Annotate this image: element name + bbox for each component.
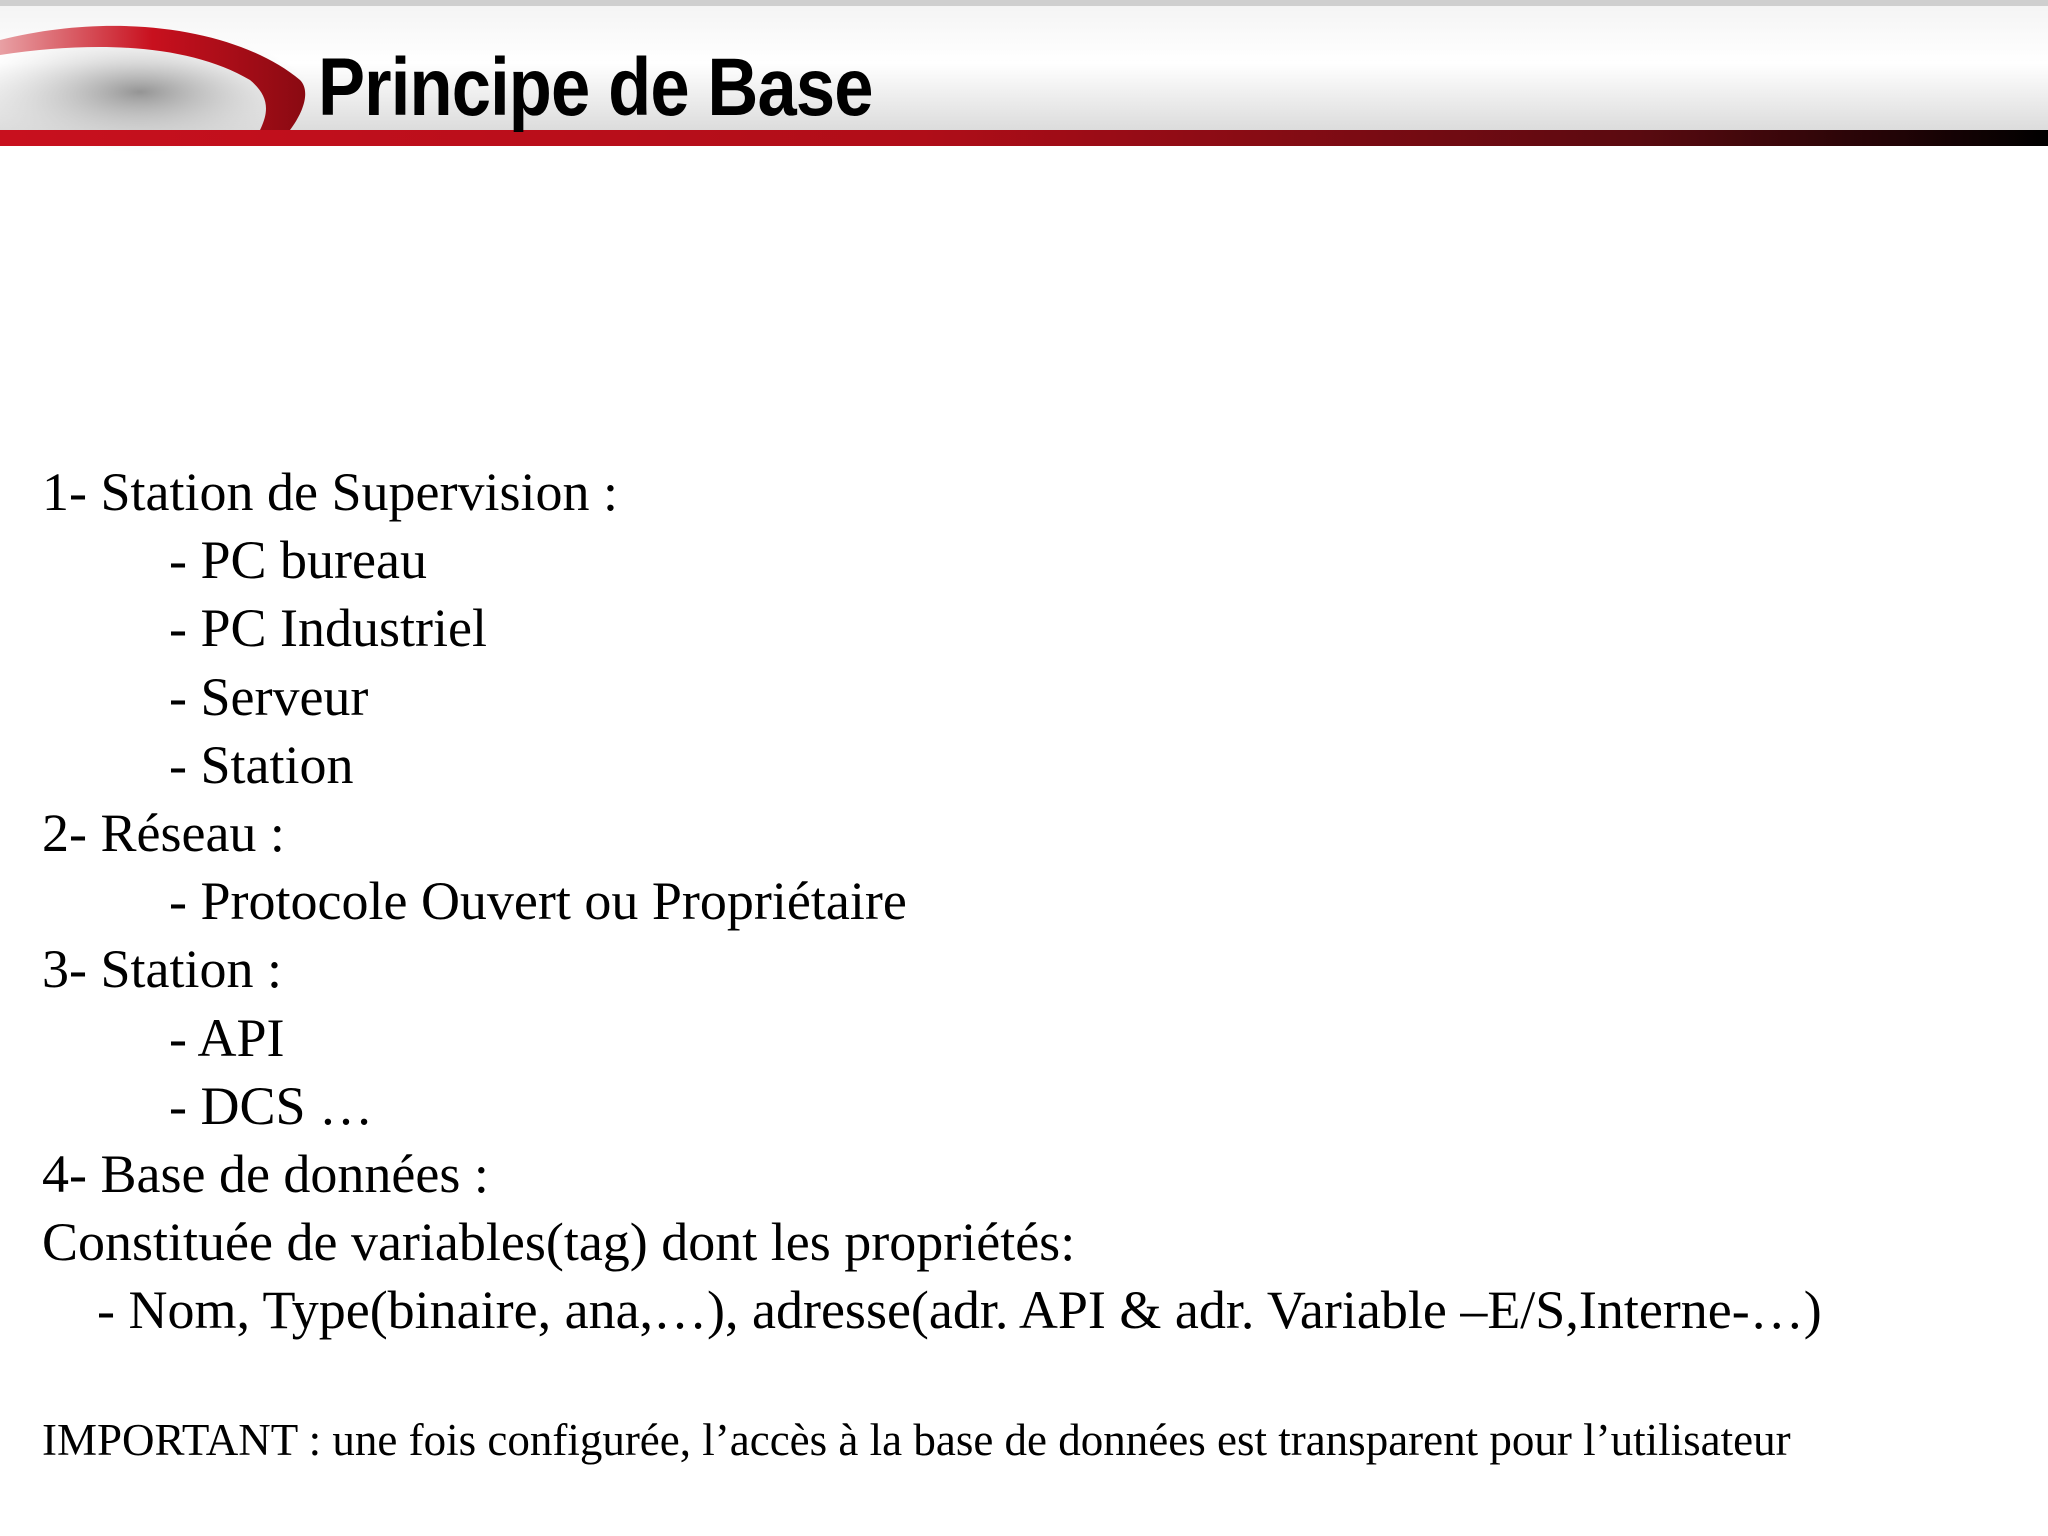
header-banner-graphic <box>0 0 2048 152</box>
important-note: IMPORTANT : une fois configurée, l’accès à la base de données est transparent pour l’utilisateur <box>42 1415 1791 1465</box>
section-heading-database: 4- Base de données : <box>42 1143 489 1204</box>
slide-header <box>0 0 2048 152</box>
list-item: - PC Industriel <box>169 598 487 659</box>
database-properties: - Nom, Type(binaire, ana,…), adresse(adr. API & adr. Variable –E/S,Interne-…) <box>97 1280 1822 1341</box>
list-item: - Station <box>169 734 354 795</box>
list-item: - Protocole Ouvert ou Propriétaire <box>169 871 907 932</box>
list-item: - DCS … <box>169 1075 374 1136</box>
list-item: - Serveur <box>169 666 369 727</box>
database-description: Constituée de variables(tag) dont les propriétés: <box>42 1212 1076 1273</box>
slide-body <box>42 458 2032 1344</box>
list-item: - API <box>169 1007 285 1068</box>
slide-title: Principe de Base <box>318 42 873 133</box>
section-heading-station: 3- Station : <box>42 939 282 1000</box>
section-heading-reseau: 2- Réseau : <box>42 802 285 863</box>
section-heading-supervision: 1- Station de Supervision : <box>42 462 618 522</box>
list-item: - PC bureau <box>169 530 427 591</box>
